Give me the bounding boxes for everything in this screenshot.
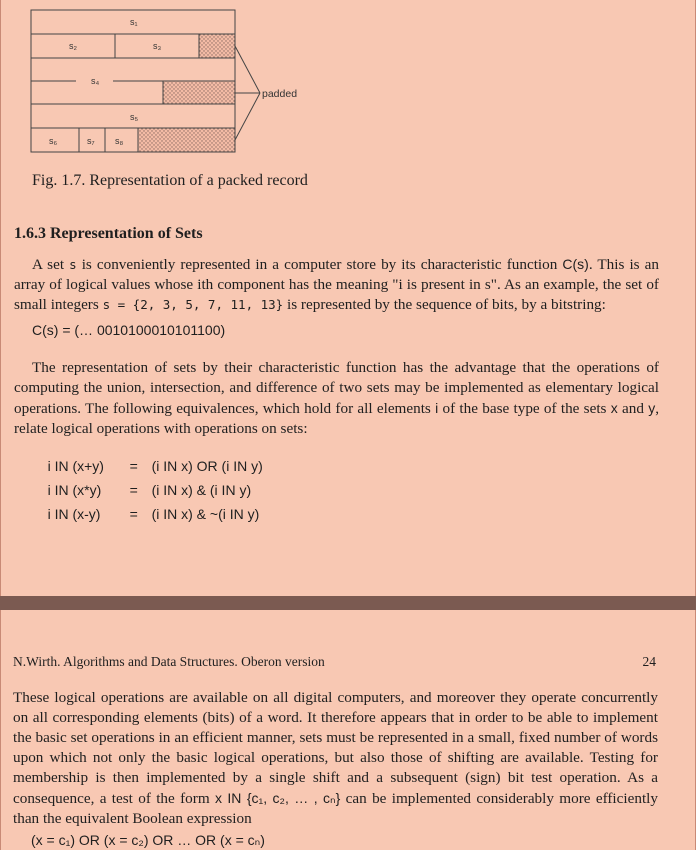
label-s6: s₆ — [49, 136, 58, 146]
label-s2: s₂ — [69, 41, 77, 51]
text-run: . This is an array of logical values whose ith component has the meaning "i is present in s". As an example, the set of small integers — [14, 256, 659, 313]
text-run: The representation of sets by their characteristic function has the advantage that the operations of computing the union, intersection, and difference of two sets may be implemented as elementary logical operations. The following equivalences, which hold for all elements — [14, 359, 659, 417]
code-run: s — [69, 257, 77, 272]
equivalence-rhs: (i IN x) & (i IN y) — [151, 482, 252, 498]
code-run: s = {2, 3, 5, 7, 11, 13} — [102, 297, 284, 312]
label-s3: s₃ — [153, 41, 162, 51]
code-run: x IN {c₁, c₂, … , cₙ} — [214, 790, 341, 806]
equivalence-rhs: (i IN x) & ~(i IN y) — [151, 506, 260, 522]
code-run: y — [648, 400, 656, 416]
label-s5: s₅ — [130, 112, 139, 122]
code-run: i — [435, 400, 439, 416]
text-run: of the base type of the sets — [438, 400, 611, 417]
packed-record-figure — [1, 0, 696, 170]
equivalence-rhs: (i IN x) OR (i IN y) — [151, 458, 263, 474]
boolean-expression: (x = c₁) OR (x = c₂) OR … OR (x = cₙ) — [31, 832, 265, 848]
equivalence-line — [32, 490, 259, 538]
sets-paragraph-2 — [14, 358, 659, 439]
padding-cell — [199, 34, 235, 58]
text-run: is represented by the sequence of bits, by a bitstring: — [283, 296, 606, 313]
label-padded: padded — [262, 88, 298, 100]
text-run: , relate logical operations with operations on sets: — [14, 400, 660, 437]
label-s4: s₄ — [91, 76, 100, 86]
next-page-paragraph — [13, 688, 658, 829]
equivalence-lhs: i IN (x*y) — [47, 482, 102, 498]
code-run: x — [610, 400, 618, 416]
text-run: These logical operations are available on all digital computers, and moreover they operate concurrently on all corresponding elements (bits) of a word. It therefore appears that in order to be able to implement the basic set operations in an efficient manner, sets must be represented in a small, fixed number of words upon which not only the basic logical operations, but also those of shifting are available. Testing for membership is then implemented by a single shift and a subsequent (sign) bit test operation. As a consequence, a test of the form — [13, 689, 658, 807]
page-divider — [0, 596, 696, 610]
running-header-title: N.Wirth. Algorithms and Data Structures. Oberon version — [13, 654, 325, 669]
sets-paragraph-1 — [14, 254, 659, 315]
padding-cell — [138, 128, 235, 152]
equivalence-eq: = — [129, 506, 138, 522]
text-run: and — [617, 400, 649, 417]
equivalence-eq: = — [129, 458, 138, 474]
page-number: 24 — [642, 654, 656, 669]
text-run: is conveniently represented in a computer store by its characteristic function — [76, 256, 563, 273]
equivalence-lhs: i IN (x-y) — [47, 506, 101, 522]
label-s8: s₈ — [115, 136, 124, 146]
figure-caption: Fig. 1.7. Representation of a packed record — [32, 172, 308, 189]
label-s7: s₇ — [87, 136, 95, 146]
equivalence-lhs: i IN (x+y) — [47, 458, 104, 474]
section-heading: 1.6.3 Representation of Sets — [14, 225, 203, 242]
characteristic-formula: C(s) = (… 0010100010101100) — [32, 322, 226, 338]
label-s1: s₁ — [130, 17, 138, 27]
padding-cell — [163, 81, 235, 104]
code-run: C(s) — [562, 256, 589, 272]
equivalence-eq: = — [129, 482, 138, 498]
text-run: can be implemented considerably more efficiently than the equivalent Boolean expression — [13, 790, 658, 827]
text-run: A set — [32, 256, 70, 273]
